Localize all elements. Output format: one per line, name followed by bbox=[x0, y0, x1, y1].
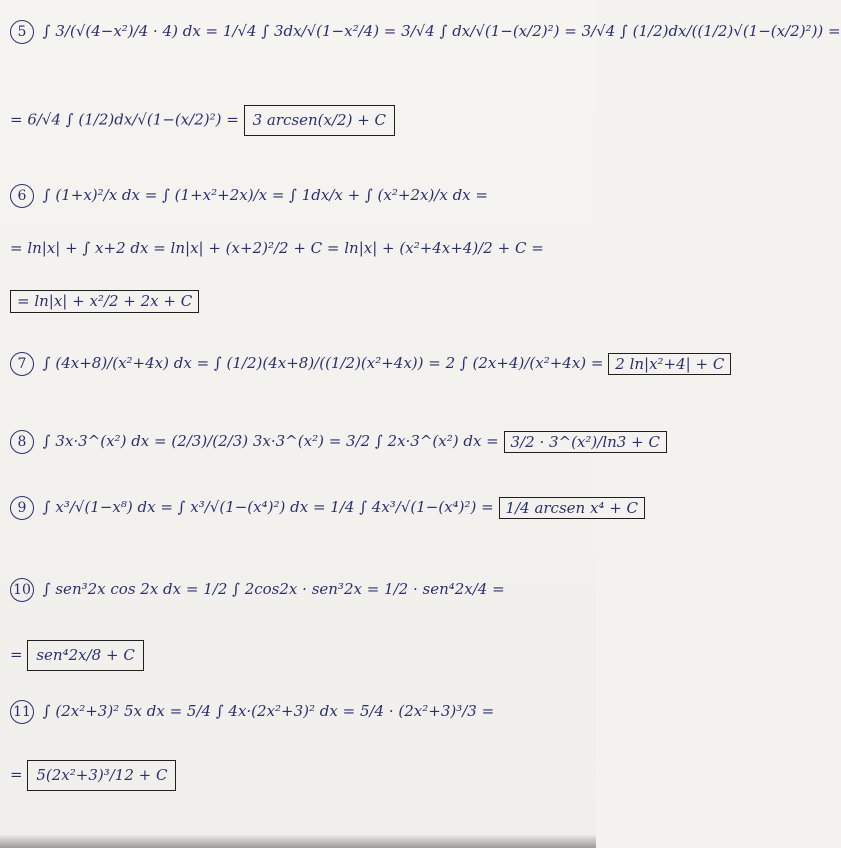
exercise-number: 8 bbox=[10, 430, 34, 454]
boxed-result: 3 arcsen(x/2) + C bbox=[244, 105, 395, 136]
boxed-result: 2 ln|x²+4| + C bbox=[608, 353, 731, 376]
exercise-5-line-1 bbox=[10, 20, 841, 44]
math-expression: ∫ (1+x)²/x dx = ∫ (1+x²+2x)/x = ∫ 1dx/x + ∫ (x²+2x)/x dx = bbox=[42, 186, 488, 204]
exercise-11-line-1 bbox=[10, 700, 586, 724]
math-expression: = 6/√4 ∫ (1/2)dx/√(1−(x/2)²) = bbox=[10, 110, 239, 129]
exercise-number: 10 bbox=[10, 578, 34, 602]
exercise-6-line-1 bbox=[10, 184, 586, 208]
boxed-result: 1/4 arcsen x⁴ + C bbox=[499, 497, 645, 520]
math-expression: = bbox=[10, 765, 23, 784]
math-expression: ∫ x³/√(1−x⁸) dx = ∫ x³/√(1−(x⁴)²) dx = 1/4 ∫ 4x³/√(1−(x⁴)²) = bbox=[42, 498, 494, 516]
exercise-number: 7 bbox=[10, 352, 34, 376]
math-expression: ∫ (4x+8)/(x²+4x) dx = ∫ (1/2)(4x+8)/((1/2)(x²+4x)) = 2 ∫ (2x+4)/(x²+4x) = bbox=[42, 354, 604, 372]
exercise-number: 9 bbox=[10, 496, 34, 520]
exercise-8-line bbox=[10, 430, 660, 454]
exercise-number: 6 bbox=[10, 184, 34, 208]
math-expression: ∫ 3/(√(4−x²)/4 · 4) dx = 1/√4 ∫ 3dx/√(1−x²/4) = 3/√4 ∫ dx/√(1−(x/2)²) = 3/√4 ∫ (1/2)dx/((1/2)√(1−(x/2)²)) = bbox=[42, 22, 841, 40]
exercise-9-line bbox=[10, 496, 639, 520]
boxed-result: = ln|x| + x²/2 + 2x + C bbox=[10, 290, 199, 313]
math-expression: ∫ sen³2x cos 2x dx = 1/2 ∫ 2cos2x · sen³2x = 1/2 · sen⁴2x/4 = bbox=[42, 580, 505, 598]
exercise-6-line-2 bbox=[10, 240, 586, 257]
math-expression: ∫ (2x²+3)² 5x dx = 5/4 ∫ 4x·(2x²+3)² dx = 5/4 · (2x²+3)³/3 = bbox=[42, 702, 495, 720]
exercise-number: 11 bbox=[10, 700, 34, 724]
exercise-11-line-2 bbox=[10, 760, 586, 791]
boxed-result: sen⁴2x/8 + C bbox=[27, 640, 143, 671]
exercise-10-line-1 bbox=[10, 578, 586, 602]
page-bottom-shadow bbox=[0, 834, 596, 848]
boxed-result: 5(2x²+3)³/12 + C bbox=[27, 760, 176, 791]
math-expression: = bbox=[10, 645, 23, 664]
exercise-5-line-2 bbox=[10, 105, 586, 136]
exercise-7-line bbox=[10, 352, 725, 376]
exercise-6-line-3 bbox=[10, 290, 586, 313]
exercise-10-line-2 bbox=[10, 640, 586, 671]
boxed-result: 3/2 · 3^(x²)/ln3 + C bbox=[504, 431, 667, 454]
math-expression: ∫ 3x·3^(x²) dx = (2/3)/(2/3) 3x·3^(x²) = 3/2 ∫ 2x·3^(x²) dx = bbox=[42, 432, 499, 450]
math-expression: = ln|x| + ∫ x+2 dx = ln|x| + (x+2)²/2 + C = ln|x| + (x²+4x+4)/2 + C = bbox=[10, 239, 544, 257]
exercise-number: 5 bbox=[10, 20, 34, 44]
